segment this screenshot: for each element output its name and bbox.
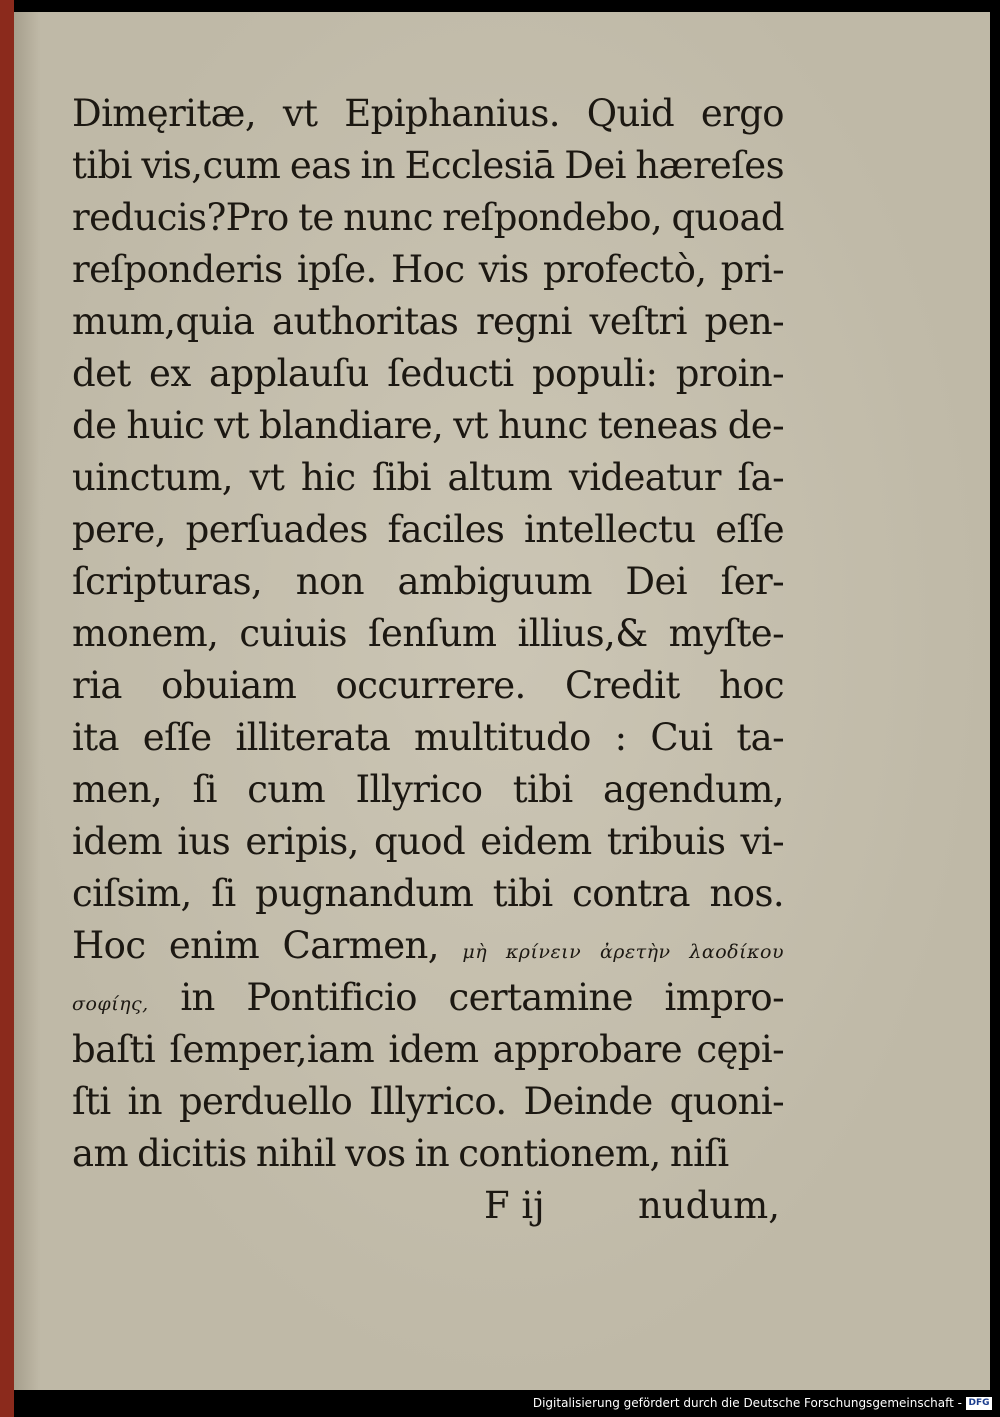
dfg-logo: DFG [966,1397,992,1410]
greek-quotation-end: σοφίης, [72,993,149,1015]
text-line-5: mum,quia authoritas regni veſtri pen- [72,300,784,343]
text-line-15: idem ius eripis, quod eidem tribuis vi- [72,820,784,863]
text-line-20: ſti in perduello Illyrico. Deinde quoni- [72,1080,784,1123]
text-line-3: reducis?Pro te nunc reſpondebo, quoad [72,196,784,239]
catch-line [72,1180,784,1232]
text-line-9: pere, perſuades faciles intellectu eſſe [72,508,784,551]
binding-edge [0,0,14,1417]
text-line-11: monem, cuiuis ſenſum illius,& myſte- [72,612,784,655]
text-line-14: men, ſi cum Illyrico tibi agendum, [72,768,784,811]
text-line-21: am dicitis nihil vos in contionem, niſi [72,1132,729,1175]
catchword: nudum, [637,1184,780,1227]
text-line-16: ciſsim, ſi pugnandum tibi contra nos. [72,872,784,915]
text-line-6: det ex applauſu ſeducti populi: proin- [72,352,784,395]
text-line-18-latin: in Pontificio certamine impro- [180,976,784,1019]
text-block [72,88,784,1180]
greek-quotation: μὴ κρίνειν ἀρετὴν λαοδίκου [462,941,784,963]
text-line-12: ria obuiam occurrere. Credit hoc [72,664,784,707]
signature-mark: F ij [484,1184,545,1227]
text-line-17-latin: Hoc enim Carmen, [72,924,439,967]
text-line-13: ita eſſe illiterata multitudo : Cui ta- [72,716,784,759]
footer-credit-text: Digitalisierung gefördert durch die Deutsche Forschungsgemeinschaft - [532,1396,962,1410]
text-line-4: reſponderis ipſe. Hoc vis profectò, pri- [72,248,784,291]
text-line-1: Dimęritæ, vt Epiphanius. Quid ergo [72,92,784,135]
footer-credit [533,1394,992,1412]
text-line-19: baſti ſemper,iam idem approbare cępi- [72,1028,784,1071]
text-line-10: ſcripturas, non ambiguum Dei ſer- [72,560,784,603]
text-line-17 [72,920,784,972]
text-line-8: uinctum, vt hic ſibi altum videatur ſa- [72,456,784,499]
text-line-7: de huic vt blandiare, vt hunc teneas de- [72,404,784,447]
text-line-2: tibi vis,cum eas in Ecclesiā Dei hæreſes [72,144,784,187]
text-line-18 [72,972,784,1024]
